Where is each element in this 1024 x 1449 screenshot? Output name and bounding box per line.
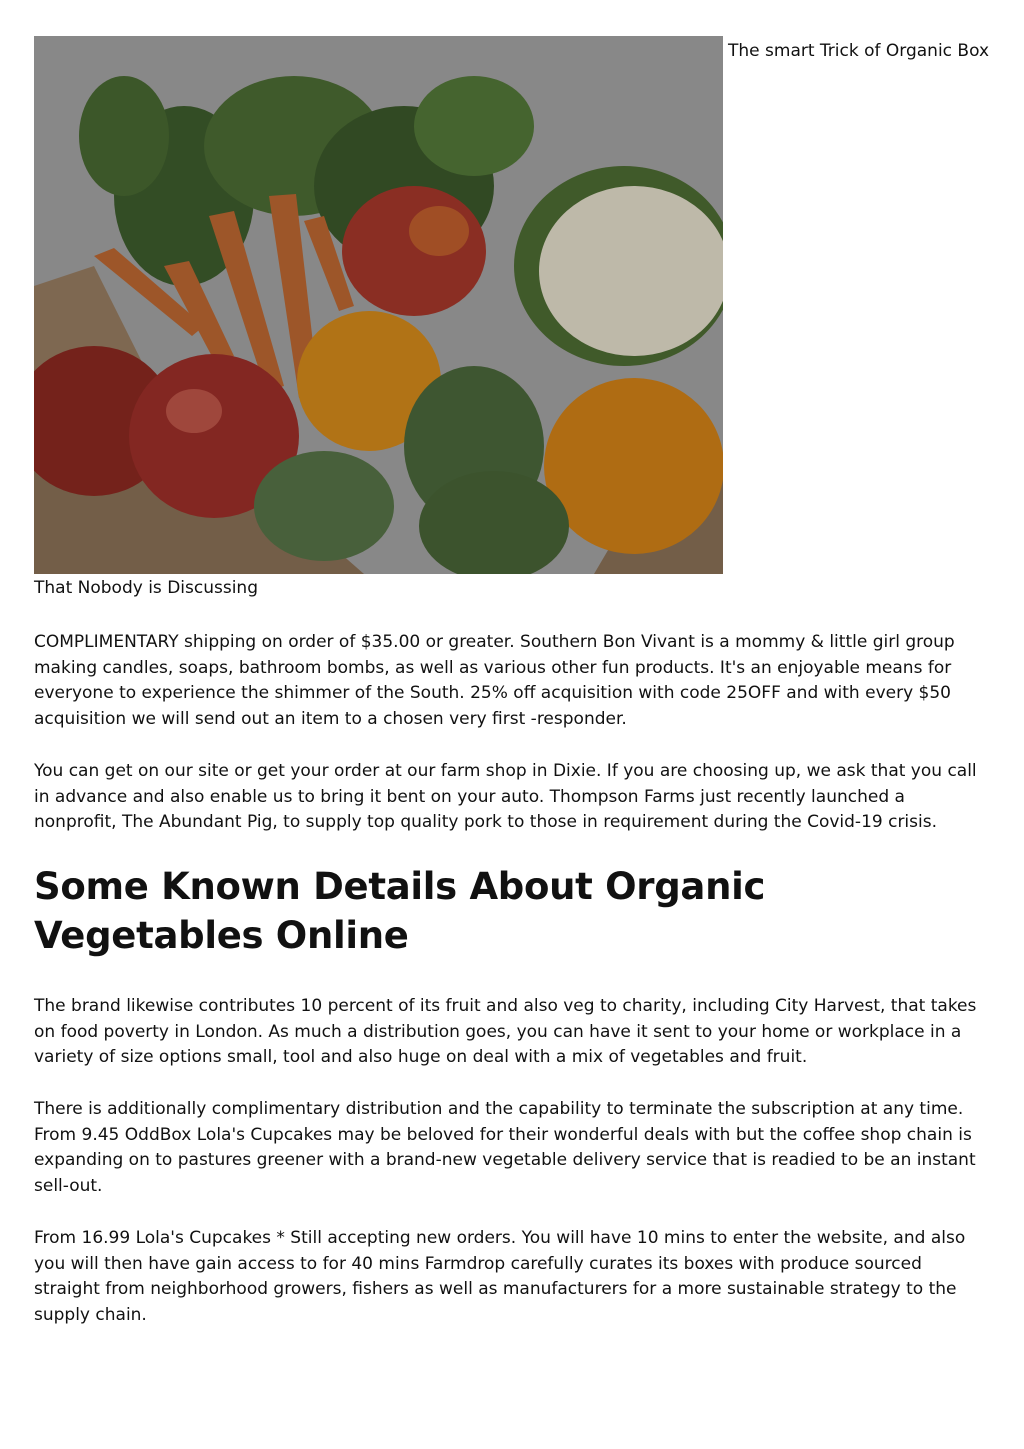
- paragraph: There is additionally complimentary distribution and the capability to terminate the subscription at any time. From 9.45 OddBox Lola's Cupcakes may be beloved for their wonderful deals with but the coffee shop chain is expanding on to pastures greener with a brand-new vegetable delivery service that is readied to be an instant sell-out.: [34, 1099, 976, 1197]
- caption-below: That Nobody is Discussing: [34, 578, 258, 598]
- article-body: [34, 630, 992, 1355]
- paragraph: The brand likewise contributes 10 percent of its fruit and also veg to charity, including City Harvest, that takes on food poverty in London. As much a distribution goes, you can have it sent to your home or workplace in a variety of size options small, tool and also huge on deal with a mix of vegetables and fruit.: [34, 995, 977, 1068]
- paragraph: From 16.99 Lola's Cupcakes * Still accepting new orders. You will have 10 mins to enter the website, and also you will then have gain access to for 40 mins Farmdrop carefully curates its boxes with produce sourced straight from neighborhood growers, fishers as well as manufacturers for a more sustainable strategy to the supply chain.: [34, 1227, 966, 1325]
- paragraph: COMPLIMENTARY shipping on order of $35.00 or greater. Southern Bon Vivant is a mommy & little girl group making candles, soaps, bathroom bombs, as well as various other fun products. It's an enjoyable means for everyone to experience the shimmer of the South. 25% off acquisition with code 25OFF and with every $50 acquisition we will send out an item to a chosen very first -responder.: [34, 632, 955, 730]
- section-heading: Some Known Details About Organic Vegetables Online: [34, 864, 766, 957]
- paragraph: You can get on our site or get your order at our farm shop in Dixie. If you are choosing up, we ask that you call in advance and also enable us to bring it bent on your auto. Thompson Farms just recently launched a nonprofit, The Abundant Pig, to supply top quality pork to those in requirement during the Covid-19 crisis.: [34, 760, 977, 833]
- produce-box-photo: [34, 36, 723, 574]
- caption-right: The smart Trick of Organic Box: [728, 41, 990, 61]
